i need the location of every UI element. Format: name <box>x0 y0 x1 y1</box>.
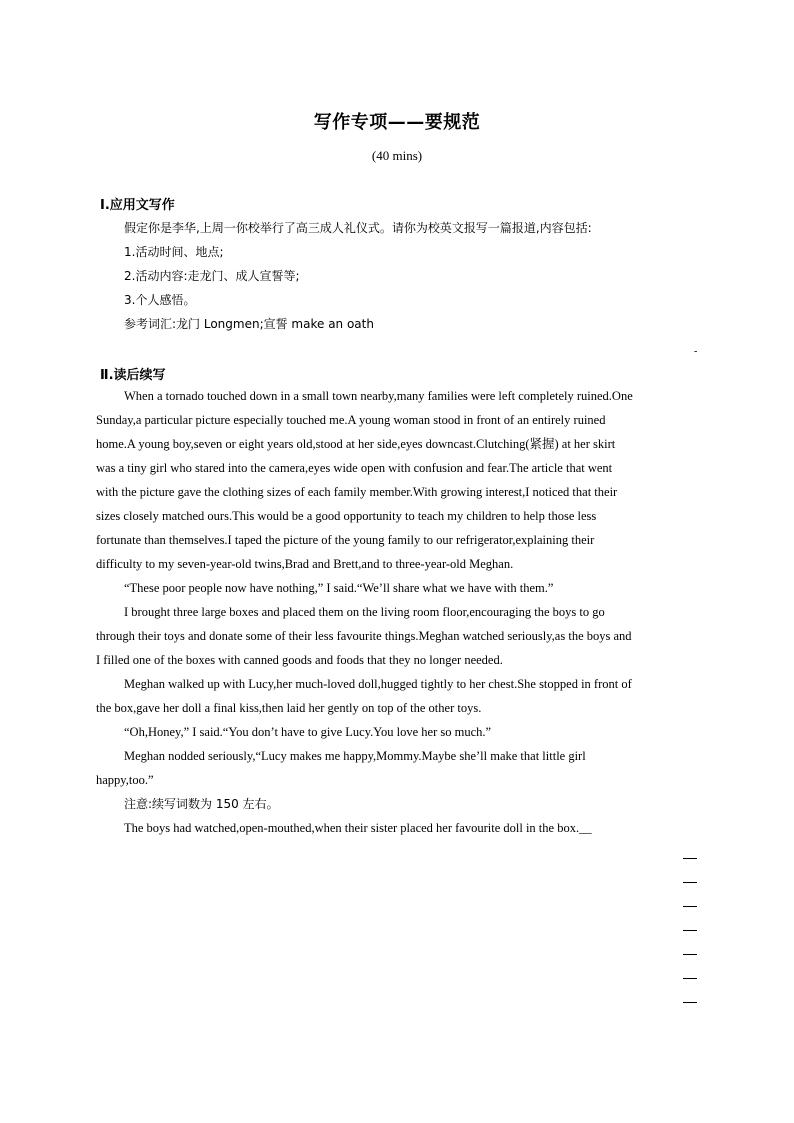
answer-line[interactable] <box>683 906 697 907</box>
passage-line: Sunday,a particular picture especially touched me.A young woman stood in front of an entirely ruined <box>96 413 606 427</box>
passage-line: sizes closely matched ours.This would be a good opportunity to teach my children to help those less <box>96 509 597 523</box>
answer-line[interactable] <box>683 1002 697 1003</box>
passage-line: was a tiny girl who stared into the camera,eyes wide open with confusion and fear.The article that went <box>96 461 613 475</box>
passage-line: I brought three large boxes and placed them on the living room floor,encouraging the boys to go <box>124 605 605 619</box>
section1-line: 1.活动时间、地点; <box>124 245 224 259</box>
answer-line[interactable] <box>683 930 697 931</box>
passage-line: difficulty to my seven-year-old twins,Brad and Brett,and to three-year-old Meghan. <box>96 557 514 571</box>
section1-line: 假定你是李华,上周一你校举行了高三成人礼仪式。请你为校英文报写一篇报道,内容包括: <box>124 221 592 235</box>
passage-line: I filled one of the boxes with canned goods and foods that they no longer needed. <box>96 653 503 667</box>
passage-line: through their toys and donate some of their less favourite things.Meghan watched seriously,as the boys and <box>96 629 632 643</box>
passage-line: home.A young boy,seven or eight years old,stood at her side,eyes downcast.Clutching(紧握) at her skirt <box>96 437 616 451</box>
section1-line: 2.活动内容:走龙门、成人宣誓等; <box>124 269 300 283</box>
margin-mark: - <box>694 346 698 357</box>
passage-line: “These poor people now have nothing,” I said.“We’ll share what we have with them.” <box>124 581 554 595</box>
page-title: 写作专项——要规范 <box>313 112 481 133</box>
passage-line: When a tornado touched down in a small town nearby,many families were left completely ruined.One <box>124 389 633 403</box>
section1-line: 参考词汇:龙门 Longmen;宣誓 make an oath <box>124 317 374 331</box>
section1-heading: Ⅰ.应用文写作 <box>100 198 175 213</box>
section1-line: 3.个人感悟。 <box>124 293 196 307</box>
time-limit: (40 mins) <box>371 148 423 163</box>
passage-line: happy,too.” <box>96 773 154 787</box>
answer-line[interactable] <box>683 978 697 979</box>
passage-line: Meghan nodded seriously,“Lucy makes me happy,Mommy.Maybe she’ll make that little girl <box>124 749 586 763</box>
continuation-prompt: The boys had watched,open-mouthed,when their sister placed her favourite doll in the box.__ <box>124 821 592 835</box>
passage-line: Meghan walked up with Lucy,her much-loved doll,hugged tightly to her chest.She stopped in front of <box>124 677 632 691</box>
passage-line: with the picture gave the clothing sizes of each family member.With growing interest,I noticed that their <box>96 485 618 499</box>
word-count-note: 注意:续写词数为 150 左右。 <box>124 797 279 811</box>
answer-line[interactable] <box>683 882 697 883</box>
passage-line: “Oh,Honey,” I said.“You don’t have to give Lucy.You love her so much.” <box>124 725 492 739</box>
passage-line: the box,gave her doll a final kiss,then laid her gently on top of the other toys. <box>96 701 482 715</box>
passage-line: fortunate than themselves.I taped the picture of the young family to our refrigerator,explaining their <box>96 533 595 547</box>
section2-heading: Ⅱ.读后续写 <box>100 368 166 383</box>
answer-line[interactable] <box>683 954 697 955</box>
answer-line[interactable] <box>683 858 697 859</box>
